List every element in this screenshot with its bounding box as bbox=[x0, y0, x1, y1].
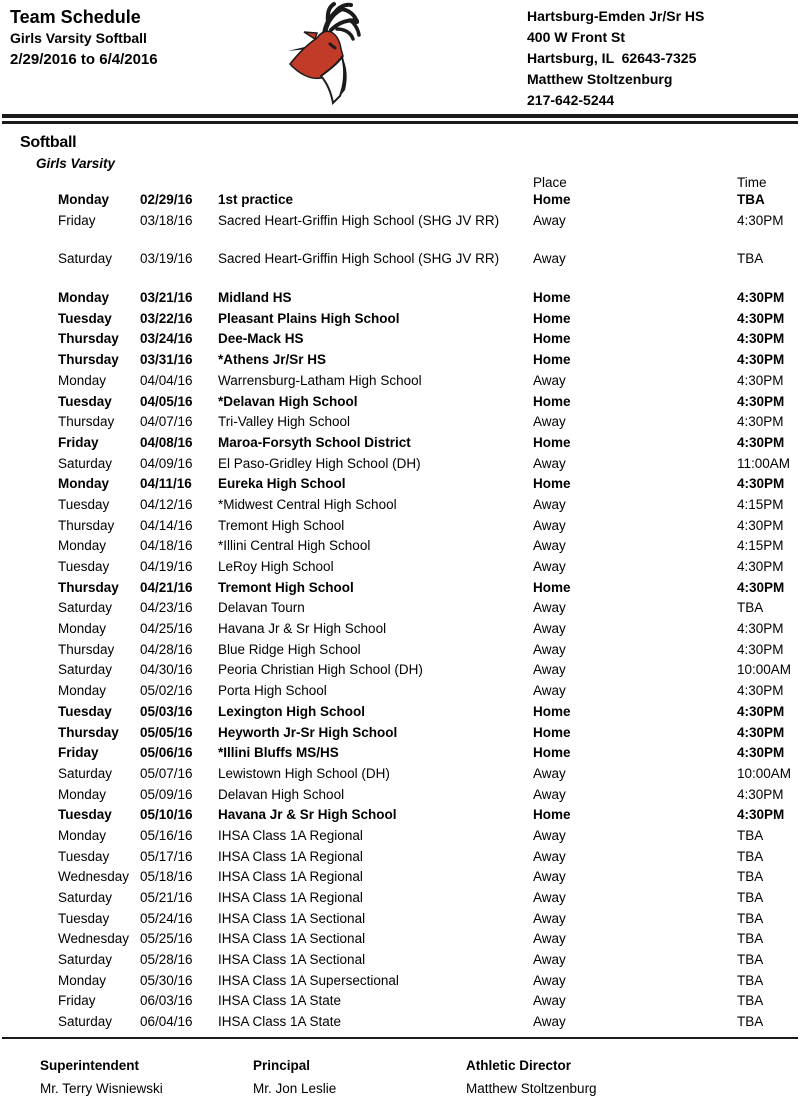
schedule-row bbox=[0, 764, 800, 785]
cell-place: Home bbox=[533, 434, 571, 450]
schedule-row bbox=[0, 516, 800, 537]
cell-date: 03/18/16 bbox=[140, 212, 193, 228]
cell-day: Saturday bbox=[58, 1014, 113, 1030]
schedule-row bbox=[0, 190, 800, 211]
cell-event: IHSA Class 1A Regional bbox=[218, 869, 363, 885]
cell-place: Home bbox=[533, 331, 571, 347]
cell-day: Thursday bbox=[58, 352, 119, 368]
cell-date: 05/10/16 bbox=[140, 807, 193, 823]
cell-date: 06/04/16 bbox=[140, 1014, 193, 1030]
cell-place: Away bbox=[533, 251, 566, 267]
cell-event: Eureka High School bbox=[218, 476, 346, 492]
cell-date: 04/18/16 bbox=[140, 538, 193, 554]
cell-date: 04/25/16 bbox=[140, 621, 193, 637]
cell-place: Away bbox=[533, 414, 566, 430]
cell-place: Away bbox=[533, 372, 566, 388]
cell-place: Home bbox=[533, 703, 571, 719]
cell-event: Lewistown High School (DH) bbox=[218, 765, 390, 781]
cell-date: 05/05/16 bbox=[140, 724, 193, 740]
cell-event: Porta High School bbox=[218, 683, 327, 699]
cell-date: 04/30/16 bbox=[140, 662, 193, 678]
cell-event: *Illini Bluffs MS/HS bbox=[218, 745, 339, 761]
cell-time: 4:15PM bbox=[737, 538, 784, 554]
cell-date: 05/03/16 bbox=[140, 703, 193, 719]
cell-date: 06/03/16 bbox=[140, 993, 193, 1009]
time-column-header: Time bbox=[737, 175, 767, 190]
cell-time: TBA bbox=[737, 848, 764, 864]
schedule-row bbox=[0, 288, 800, 309]
cell-event: Peoria Christian High School (DH) bbox=[218, 662, 423, 678]
cell-event: Pleasant Plains High School bbox=[218, 310, 400, 326]
cell-event: IHSA Class 1A Supersectional bbox=[218, 972, 399, 988]
cell-day: Thursday bbox=[58, 331, 119, 347]
cell-place: Away bbox=[533, 869, 566, 885]
cell-place: Away bbox=[533, 496, 566, 512]
cell-time: 4:30PM bbox=[737, 579, 785, 595]
cell-day: Tuesday bbox=[58, 496, 110, 512]
cell-day: Monday bbox=[58, 786, 107, 802]
school-name: Hartsburg-Emden Jr/Sr HS bbox=[527, 8, 705, 24]
cell-place: Away bbox=[533, 1014, 566, 1030]
cell-date: 04/04/16 bbox=[140, 372, 193, 388]
schedule-row bbox=[0, 743, 800, 764]
cell-time: 4:30PM bbox=[737, 393, 785, 409]
cell-day: Monday bbox=[58, 621, 107, 637]
document-header bbox=[0, 0, 800, 113]
date-range: 2/29/2016 to 6/4/2016 bbox=[10, 51, 158, 68]
schedule-row bbox=[0, 826, 800, 847]
cell-day: Saturday bbox=[58, 662, 113, 678]
cell-event: Delavan High School bbox=[218, 786, 345, 802]
schedule-row bbox=[0, 249, 800, 270]
cell-event: *Athens Jr/Sr HS bbox=[218, 352, 327, 368]
cell-place: Home bbox=[533, 290, 571, 306]
cell-place: Home bbox=[533, 192, 571, 207]
cell-date: 04/08/16 bbox=[140, 434, 193, 450]
cell-date: 05/02/16 bbox=[140, 683, 193, 699]
cell-time: 4:30PM bbox=[737, 807, 785, 823]
schedule-row bbox=[0, 433, 800, 454]
cell-event: IHSA Class 1A Sectional bbox=[218, 952, 366, 968]
table-header-row bbox=[0, 176, 800, 190]
schedule-row bbox=[0, 950, 800, 971]
cell-date: 05/17/16 bbox=[140, 848, 193, 864]
cell-day: Thursday bbox=[58, 724, 119, 740]
cell-day: Saturday bbox=[58, 952, 113, 968]
cell-event: Midland HS bbox=[218, 290, 292, 306]
cell-date: 03/19/16 bbox=[140, 251, 193, 267]
schedule-row bbox=[0, 660, 800, 681]
cell-date: 04/12/16 bbox=[140, 496, 193, 512]
cell-event: Maroa-Forsyth School District bbox=[218, 434, 411, 450]
cell-day: Thursday bbox=[58, 641, 115, 657]
cell-date: 04/07/16 bbox=[140, 414, 193, 430]
schedule-row bbox=[0, 723, 800, 744]
cell-day: Tuesday bbox=[58, 703, 112, 719]
cell-day: Thursday bbox=[58, 414, 115, 430]
cell-date: 05/21/16 bbox=[140, 890, 193, 905]
cell-place: Away bbox=[533, 517, 566, 533]
school-info-block bbox=[527, 6, 704, 111]
schedule-row bbox=[0, 805, 800, 826]
schedule-row bbox=[0, 536, 800, 557]
cell-date: 04/14/16 bbox=[140, 517, 193, 533]
cell-event: Tremont High School bbox=[218, 579, 354, 595]
schedule-row bbox=[0, 350, 800, 371]
cell-event: LeRoy High School bbox=[218, 559, 334, 574]
footer-col-superintendent bbox=[40, 1058, 253, 1097]
school-address: 400 W Front St bbox=[527, 29, 626, 45]
cell-day: Monday bbox=[58, 372, 107, 388]
cell-date: 05/16/16 bbox=[140, 827, 193, 843]
cell-event: Tri-Valley High School bbox=[218, 414, 351, 430]
cell-day: Tuesday bbox=[58, 393, 112, 409]
cell-time: 4:30PM bbox=[737, 745, 785, 761]
superintendent-name: Mr. Terry Wisniewski bbox=[40, 1080, 163, 1096]
cell-time: TBA bbox=[737, 972, 764, 988]
cell-date: 05/30/16 bbox=[140, 972, 193, 988]
cell-date: 04/11/16 bbox=[140, 476, 192, 492]
cell-time: 4:30PM bbox=[737, 621, 784, 637]
cell-day: Thursday bbox=[58, 517, 115, 533]
cell-date: 04/21/16 bbox=[140, 579, 193, 595]
cell-day: Monday bbox=[58, 827, 107, 843]
page-title: Team Schedule bbox=[10, 7, 141, 27]
principal-label: Principal bbox=[253, 1057, 311, 1073]
athletic-director-label: Athletic Director bbox=[466, 1057, 572, 1073]
cell-day: Tuesday bbox=[58, 807, 112, 823]
cell-time: 4:30PM bbox=[737, 434, 785, 450]
cell-place: Home bbox=[533, 310, 571, 326]
cell-date: 05/06/16 bbox=[140, 745, 193, 761]
cell-date: 04/05/16 bbox=[140, 393, 193, 409]
schedule-row bbox=[0, 454, 800, 475]
schedule-row bbox=[0, 640, 800, 661]
team-heading: Girls Varsity bbox=[36, 156, 116, 171]
schedule-table bbox=[0, 190, 800, 1033]
header-spacer bbox=[58, 176, 533, 190]
cell-place: Away bbox=[533, 993, 566, 1009]
schedule-row bbox=[0, 211, 800, 232]
cell-day: Saturday bbox=[58, 455, 113, 471]
cell-day: Monday bbox=[58, 972, 107, 988]
cell-event: Dee-Mack HS bbox=[218, 331, 304, 347]
cell-place: Away bbox=[533, 890, 566, 905]
cell-day: Tuesday bbox=[58, 848, 110, 864]
cell-place: Home bbox=[533, 476, 571, 492]
cell-date: 05/07/16 bbox=[140, 765, 193, 781]
cell-day: Wednesday bbox=[58, 869, 130, 885]
cell-event: IHSA Class 1A Sectional bbox=[218, 931, 366, 947]
schedule-row bbox=[0, 867, 800, 888]
cell-time: 4:30PM bbox=[737, 352, 785, 368]
cell-event: Heyworth Jr-Sr High School bbox=[218, 724, 398, 740]
cell-event: *Illini Central High School bbox=[218, 538, 371, 554]
cell-place: Away bbox=[533, 600, 566, 616]
cell-time: 4:30PM bbox=[737, 372, 784, 388]
cell-place: Away bbox=[533, 621, 566, 637]
cell-place: Home bbox=[533, 724, 571, 740]
stag-mascot-logo-icon bbox=[287, 2, 367, 106]
cell-day: Tuesday bbox=[58, 559, 110, 574]
footer-col-athletic-director bbox=[466, 1058, 800, 1097]
cell-time: TBA bbox=[737, 952, 764, 968]
cell-time: TBA bbox=[737, 1014, 764, 1030]
cell-day: Monday bbox=[58, 476, 110, 492]
cell-time: TBA bbox=[737, 251, 764, 267]
cell-time: 4:30PM bbox=[737, 414, 784, 430]
cell-place: Away bbox=[533, 910, 566, 926]
cell-date: 04/09/16 bbox=[140, 455, 193, 471]
header-divider bbox=[2, 114, 798, 124]
cell-day: Friday bbox=[58, 212, 96, 228]
cell-event: Sacred Heart-Griffin High School (SHG JV RR) bbox=[218, 251, 500, 267]
principal-name: Mr. Jon Leslie bbox=[253, 1080, 337, 1096]
cell-time: 10:00AM bbox=[737, 662, 792, 678]
cell-place: Home bbox=[533, 352, 571, 368]
schedule-row bbox=[0, 392, 800, 413]
cell-day: Friday bbox=[58, 434, 99, 450]
cell-event: IHSA Class 1A Sectional bbox=[218, 910, 366, 926]
schedule-row bbox=[0, 619, 800, 640]
schedule-row bbox=[0, 412, 800, 433]
schedule-row bbox=[0, 785, 800, 806]
team-subtitle: Girls Varsity Softball bbox=[10, 30, 147, 46]
administration-footer bbox=[0, 1058, 800, 1097]
cell-event: IHSA Class 1A State bbox=[218, 993, 342, 1009]
cell-place: Home bbox=[533, 579, 571, 595]
cell-place: Home bbox=[533, 393, 571, 409]
cell-day: Monday bbox=[58, 290, 110, 306]
cell-event: IHSA Class 1A Regional bbox=[218, 827, 363, 843]
cell-date: 02/29/16 bbox=[140, 192, 193, 207]
school-contact: Matthew Stoltzenburg bbox=[527, 71, 673, 87]
cell-date: 05/24/16 bbox=[140, 910, 193, 926]
cell-place: Away bbox=[533, 931, 566, 947]
cell-event: Tremont High School bbox=[218, 517, 345, 533]
cell-time: TBA bbox=[737, 192, 765, 207]
cell-date: 03/24/16 bbox=[140, 331, 193, 347]
footer-col-principal bbox=[253, 1058, 466, 1097]
schedule-row bbox=[0, 309, 800, 330]
cell-event: IHSA Class 1A State bbox=[218, 1014, 342, 1030]
cell-event: Lexington High School bbox=[218, 703, 365, 719]
cell-date: 04/28/16 bbox=[140, 641, 193, 657]
cell-day: Monday bbox=[58, 538, 107, 554]
schedule-row bbox=[0, 847, 800, 868]
school-phone: 217-642-5244 bbox=[527, 92, 615, 108]
cell-date: 04/19/16 bbox=[140, 559, 193, 574]
cell-event: 1st practice bbox=[218, 192, 294, 207]
schedule-row bbox=[0, 702, 800, 723]
cell-event: Warrensburg-Latham High School bbox=[218, 372, 422, 388]
cell-time: TBA bbox=[737, 600, 764, 616]
schedule-row bbox=[0, 991, 800, 1012]
sport-heading: Softball bbox=[20, 134, 77, 151]
cell-time: 4:30PM bbox=[737, 331, 785, 347]
cell-time: TBA bbox=[737, 993, 764, 1009]
cell-event: IHSA Class 1A Regional bbox=[218, 848, 363, 864]
schedule-row bbox=[0, 578, 800, 599]
cell-time: 4:30PM bbox=[737, 724, 785, 740]
cell-day: Saturday bbox=[58, 600, 113, 616]
cell-place: Home bbox=[533, 745, 571, 761]
cell-event: Havana Jr & Sr High School bbox=[218, 621, 387, 637]
cell-day: Monday bbox=[58, 192, 110, 207]
header-title-block bbox=[10, 6, 158, 70]
cell-date: 03/31/16 bbox=[140, 352, 193, 368]
school-city-state-zip: Hartsburg, IL 62643-7325 bbox=[527, 50, 697, 66]
cell-day: Saturday bbox=[58, 890, 113, 905]
cell-date: 05/25/16 bbox=[140, 931, 193, 947]
cell-time: 4:30PM bbox=[737, 683, 784, 699]
cell-time: 4:30PM bbox=[737, 212, 784, 228]
cell-date: 03/21/16 bbox=[140, 290, 193, 306]
cell-day: Thursday bbox=[58, 579, 119, 595]
cell-time: 4:30PM bbox=[737, 310, 785, 326]
cell-place: Away bbox=[533, 848, 566, 864]
cell-day: Friday bbox=[58, 745, 99, 761]
schedule-row bbox=[0, 1012, 800, 1033]
cell-date: 04/23/16 bbox=[140, 600, 193, 616]
cell-day: Saturday bbox=[58, 251, 113, 267]
cell-place: Away bbox=[533, 952, 566, 968]
cell-time: 4:30PM bbox=[737, 786, 784, 802]
cell-place: Away bbox=[533, 538, 566, 554]
cell-time: 4:30PM bbox=[737, 517, 784, 533]
cell-place: Away bbox=[533, 212, 566, 228]
cell-day: Tuesday bbox=[58, 910, 110, 926]
cell-date: 03/22/16 bbox=[140, 310, 193, 326]
cell-day: Monday bbox=[58, 683, 107, 699]
cell-time: TBA bbox=[737, 910, 764, 926]
cell-event: *Delavan High School bbox=[218, 393, 358, 409]
cell-time: 4:30PM bbox=[737, 641, 784, 657]
cell-event: Delavan Tourn bbox=[218, 600, 305, 616]
cell-time: 4:30PM bbox=[737, 559, 784, 574]
cell-event: Blue Ridge High School bbox=[218, 641, 361, 657]
cell-date: 05/28/16 bbox=[140, 952, 193, 968]
athletic-director-name: Matthew Stoltzenburg bbox=[466, 1080, 597, 1096]
cell-time: 4:30PM bbox=[737, 476, 785, 492]
cell-time: TBA bbox=[737, 931, 764, 947]
schedule-row bbox=[0, 557, 800, 578]
cell-place: Away bbox=[533, 559, 566, 574]
place-column-header: Place bbox=[533, 175, 567, 190]
cell-time: TBA bbox=[737, 890, 764, 905]
cell-place: Away bbox=[533, 972, 566, 988]
schedule-row bbox=[0, 888, 800, 909]
cell-place: Away bbox=[533, 765, 566, 781]
cell-event: Sacred Heart-Griffin High School (SHG JV RR) bbox=[218, 212, 500, 228]
schedule-row bbox=[0, 495, 800, 516]
schedule-row bbox=[0, 971, 800, 992]
schedule-row bbox=[0, 681, 800, 702]
schedule-row bbox=[0, 329, 800, 350]
cell-time: 10:00AM bbox=[737, 765, 792, 781]
cell-place: Away bbox=[533, 641, 566, 657]
cell-event: El Paso-Gridley High School (DH) bbox=[218, 455, 421, 471]
schedule-row bbox=[0, 909, 800, 930]
superintendent-label: Superintendent bbox=[40, 1057, 140, 1073]
cell-time: 4:30PM bbox=[737, 703, 785, 719]
cell-time: TBA bbox=[737, 827, 764, 843]
cell-day: Wednesday bbox=[58, 931, 130, 947]
cell-place: Away bbox=[533, 455, 566, 471]
cell-event: IHSA Class 1A Regional bbox=[218, 890, 363, 905]
cell-day: Tuesday bbox=[58, 310, 112, 326]
schedule-row bbox=[0, 598, 800, 619]
cell-day: Saturday bbox=[58, 765, 113, 781]
cell-place: Away bbox=[533, 683, 566, 699]
cell-time: 4:30PM bbox=[737, 290, 785, 306]
cell-date: 05/09/16 bbox=[140, 786, 193, 802]
cell-time: 4:15PM bbox=[737, 496, 784, 512]
schedule-row bbox=[0, 474, 800, 495]
cell-place: Away bbox=[533, 827, 566, 843]
schedule-row bbox=[0, 929, 800, 950]
schedule-row bbox=[0, 371, 800, 392]
cell-day: Friday bbox=[58, 993, 96, 1009]
cell-place: Home bbox=[533, 807, 571, 823]
cell-date: 05/18/16 bbox=[140, 869, 193, 885]
cell-time: TBA bbox=[737, 869, 764, 885]
cell-place: Away bbox=[533, 662, 566, 678]
footer-divider bbox=[2, 1037, 798, 1039]
cell-event: *Midwest Central High School bbox=[218, 496, 397, 512]
cell-event: Havana Jr & Sr High School bbox=[218, 807, 397, 823]
cell-time: 11:00AM bbox=[737, 455, 791, 471]
cell-place: Away bbox=[533, 786, 566, 802]
